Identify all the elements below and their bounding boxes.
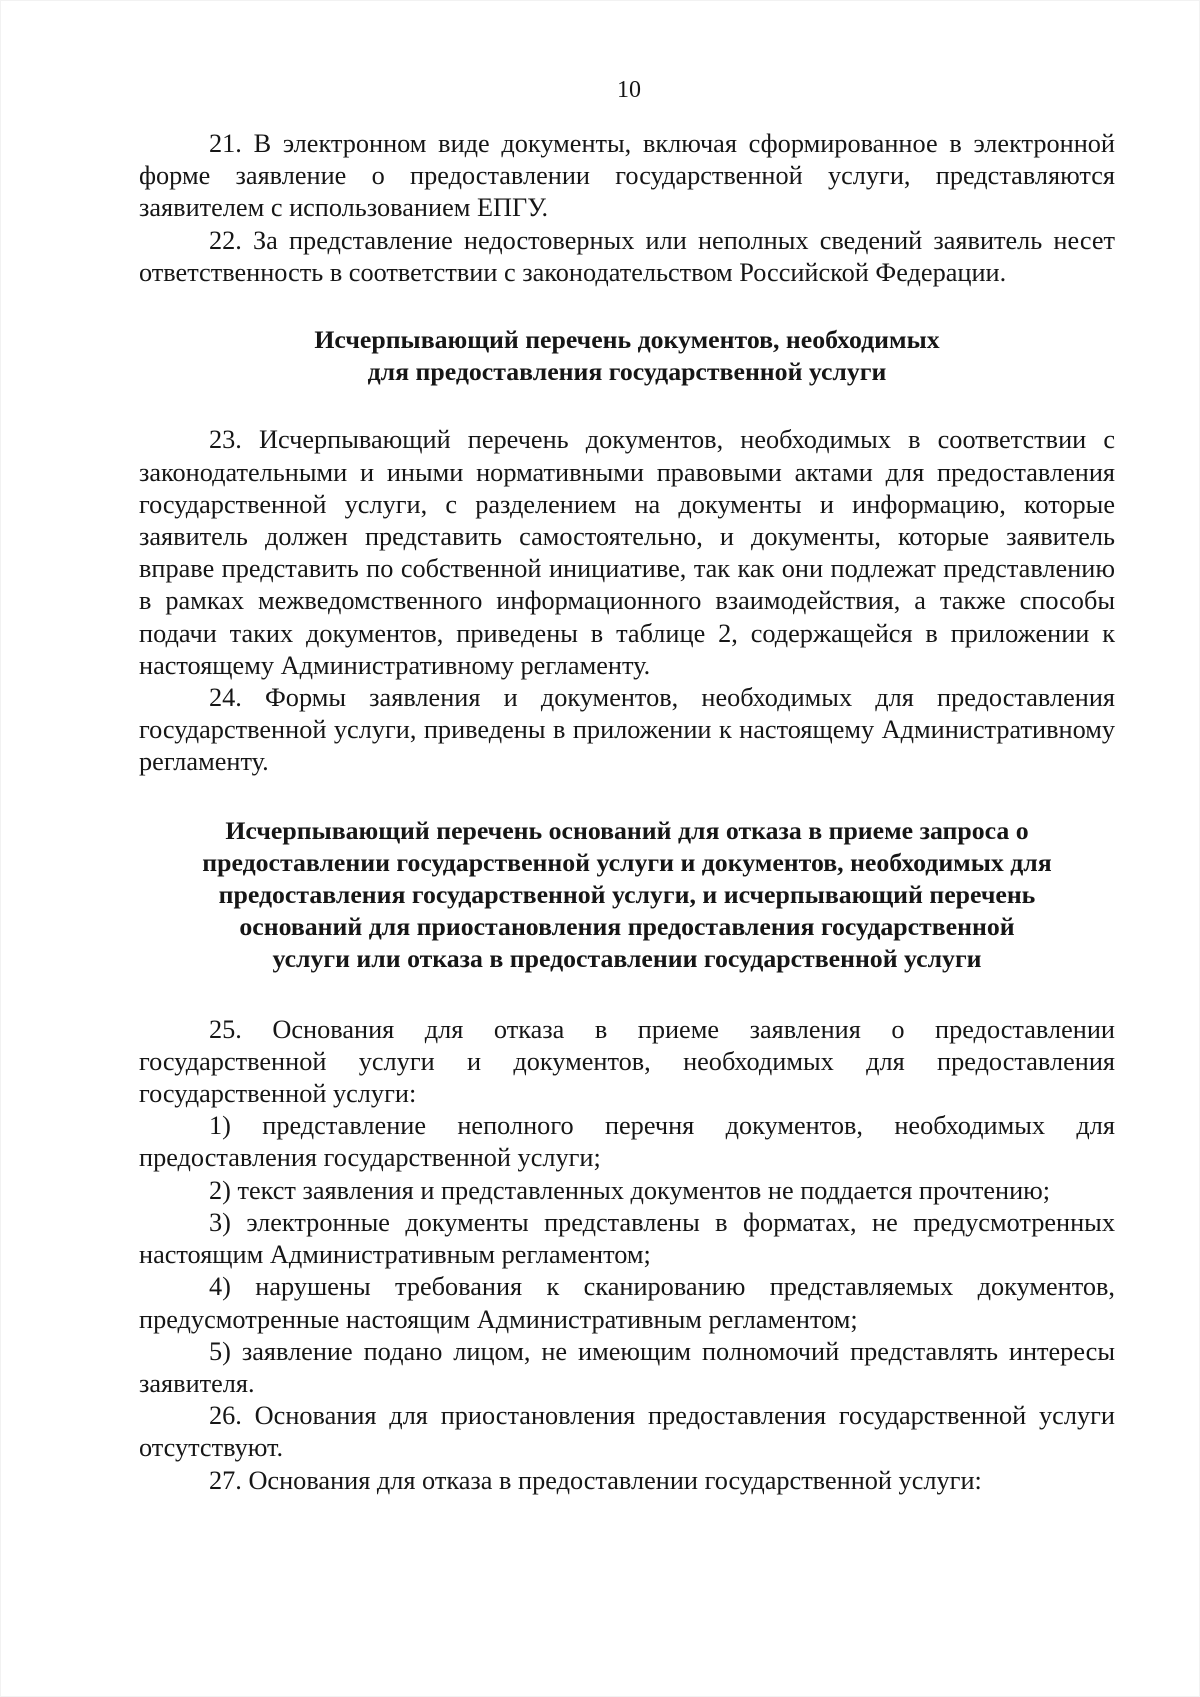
paragraph-22: 22. За представление недостоверных или неполных сведений заявитель несет ответственность в соответствии с законодательством Российской Федерации. — [139, 225, 1115, 287]
section-heading-documents — [139, 324, 1115, 388]
heading-line: предоставления государственной услуги, и исчерпывающий перечень — [218, 880, 1036, 910]
list-item-2: 2) текст заявления и представленных документов не поддается прочтению; — [209, 1175, 1051, 1205]
list-item-1: 1) представление неполного перечня документов, необходимых для предоставления государственной услуги; — [139, 1111, 1115, 1173]
heading-line: Исчерпывающий перечень документов, необходимых — [314, 325, 940, 355]
spacer — [139, 976, 1115, 1014]
section-heading-refusal-grounds — [139, 815, 1115, 976]
heading-line: предоставлении государственной услуги и документов, необходимых для — [202, 847, 1052, 877]
spacer — [139, 388, 1115, 424]
spacer — [139, 289, 1115, 324]
spacer — [139, 779, 1115, 815]
list-item-3: 3) электронные документы представлены в форматах, не предусмотренных настоящим Административным регламентом; — [139, 1207, 1115, 1270]
document-body — [139, 128, 1115, 1497]
page-number: 10 — [617, 77, 641, 103]
list-item-5: 5) заявление подано лицом, не имеющим полномочий представлять интересы заявителя. — [139, 1336, 1115, 1398]
paragraph-24: 24. Формы заявления и документов, необходимых для предоставления государственной услуги, приведены в приложении к настоящему Административному регламенту. — [139, 683, 1115, 777]
paragraph-27: 27. Основания для отказа в предоставлении государственной услуги: — [209, 1465, 982, 1495]
paragraph-21: 21. В электронном виде документы, включая сформированное в электронной форме заявление о предоставлении государственной услуги, представляются заявителем с использованием ЕПГУ. — [139, 129, 1115, 223]
paragraph-25: 25. Основания для отказа в приеме заявления о предоставлении государственной услуги и документов, необходимых для предоставления государственной услуги: — [139, 1014, 1115, 1109]
heading-line: услуги или отказа в предоставлении государственной услуги — [272, 944, 982, 974]
heading-line: для предоставления государственной услуги — [367, 357, 887, 387]
paragraph-26: 26. Основания для приостановления предоставления государственной услуги отсутствуют. — [139, 1401, 1115, 1463]
heading-line: оснований для приостановления предоставления государственной — [239, 912, 1015, 942]
list-item-4: 4) нарушены требования к сканированию представляемых документов, предусмотренные настоящим Административным регламентом; — [139, 1272, 1115, 1334]
paragraph-23: 23. Исчерпывающий перечень документов, необходимых в соответствии с законодательными и иными нормативными правовыми актами для предоставления государственной услуги, с разделением на документы и информацию, которые заявитель должен представить самостоятельно, и документы, которые заявитель вправе представить по собственной инициативе, так как они подлежат представлению в рамках межведомственного информационного взаимодействия, а также способы подачи таких документов, приведены в таблице 2, содержащейся в приложении к настоящему Административному регламенту. — [139, 425, 1115, 680]
heading-line: Исчерпывающий перечень оснований для отказа в приеме запроса о — [225, 815, 1029, 845]
